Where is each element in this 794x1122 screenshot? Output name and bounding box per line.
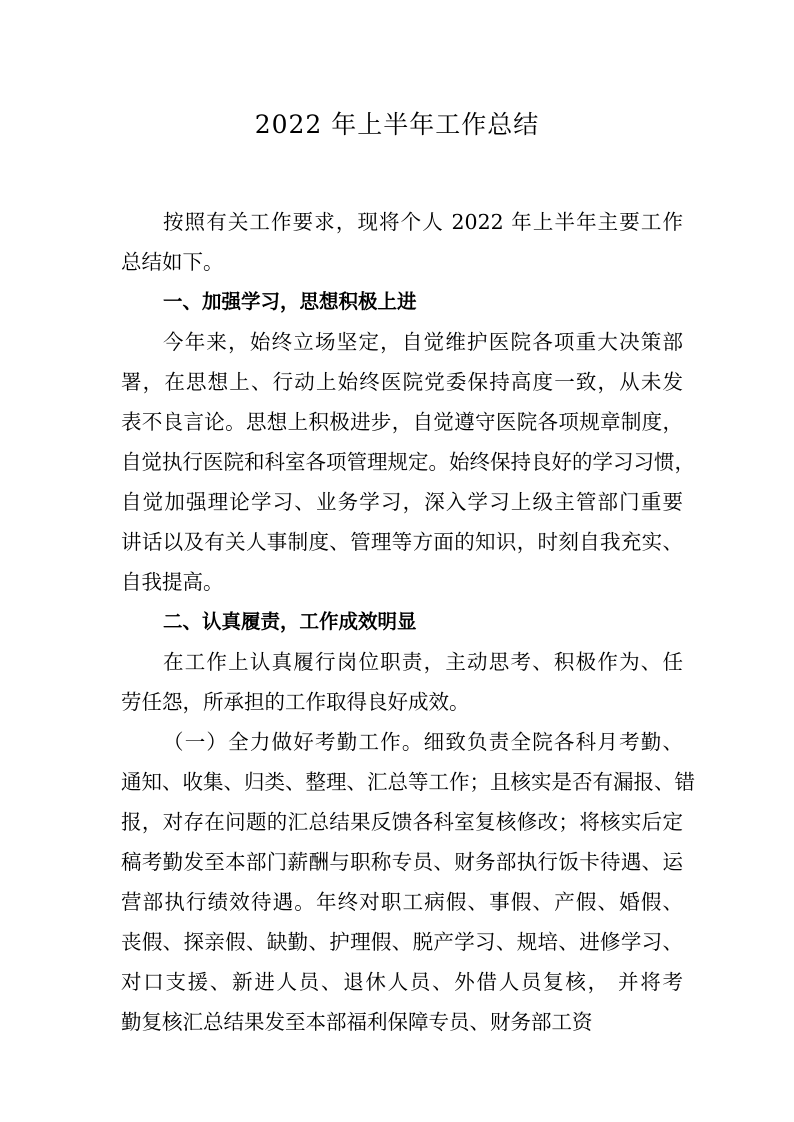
subsection-1-paragraph-line-2: 通知、收集、归类、整理、汇总等工作；且核实是否有漏报、错: [121, 770, 695, 794]
subsection-1-paragraph-line-1: （一）全力做好考勤工作。细致负责全院各科月考勤、: [163, 730, 683, 754]
intro-paragraph-line-2: 总结如下。: [121, 250, 224, 274]
document-title: 2022 年上半年工作总结: [254, 110, 540, 139]
subsection-1-paragraph-line-3: 报，对存在问题的汇总结果反馈各科室复核修改；将核实后定: [121, 810, 683, 834]
section-2-paragraph-line-2: 劳任怨，所承担的工作取得良好成效。: [121, 690, 470, 714]
section-1-paragraph-line-1: 今年来，始终立场坚定，自觉维护医院各项重大决策部: [163, 330, 683, 354]
section-1-paragraph-line-3: 表不良言论。思想上积极进步，自觉遵守医院各项规章制度，: [121, 410, 683, 434]
section-1-paragraph-line-2: 署，在思想上、行动上始终医院党委保持高度一致，从未发: [121, 370, 683, 394]
subsection-1-paragraph-line-5: 营部执行绩效待遇。年终对职工病假、事假、产假、婚假、: [121, 890, 683, 914]
section-heading-1: 一、加强学习，思想积极上进: [163, 290, 417, 313]
subsection-1-paragraph-line-4: 稿考勤发至本部门薪酬与职称专员、财务部执行饭卡待遇、运: [121, 850, 683, 874]
section-1-paragraph-line-6: 讲话以及有关人事制度、管理等方面的知识，时刻自我充实、: [121, 530, 683, 554]
section-1-paragraph-line-5: 自觉加强理论学习、业务学习，深入学习上级主管部门重要: [121, 490, 683, 514]
section-2-paragraph-line-1: 在工作上认真履行岗位职责，主动思考、积极作为、任: [163, 650, 683, 674]
section-heading-2: 二、认真履责，工作成效明显: [163, 610, 417, 633]
document-body: [121, 202, 695, 1042]
subsection-1-paragraph-line-6: 丧假、探亲假、缺勤、护理假、脱产学习、规培、进修学习、: [121, 930, 683, 954]
intro-paragraph-line-1: 按照有关工作要求，现将个人 2022 年上半年主要工作: [163, 210, 683, 234]
section-1-paragraph-line-4: 自觉执行医院和科室各项管理规定。始终保持良好的学习习惯，: [121, 450, 695, 474]
subsection-1-paragraph-line-8: 勤复核汇总结果发至本部福利保障专员、财务部工资: [121, 1010, 593, 1034]
subsection-1-paragraph-line-7: 对口支援、新进人员、退休人员、外借人员复核， 并将考: [121, 970, 683, 994]
section-1-paragraph-line-7: 自我提高。: [121, 570, 224, 594]
